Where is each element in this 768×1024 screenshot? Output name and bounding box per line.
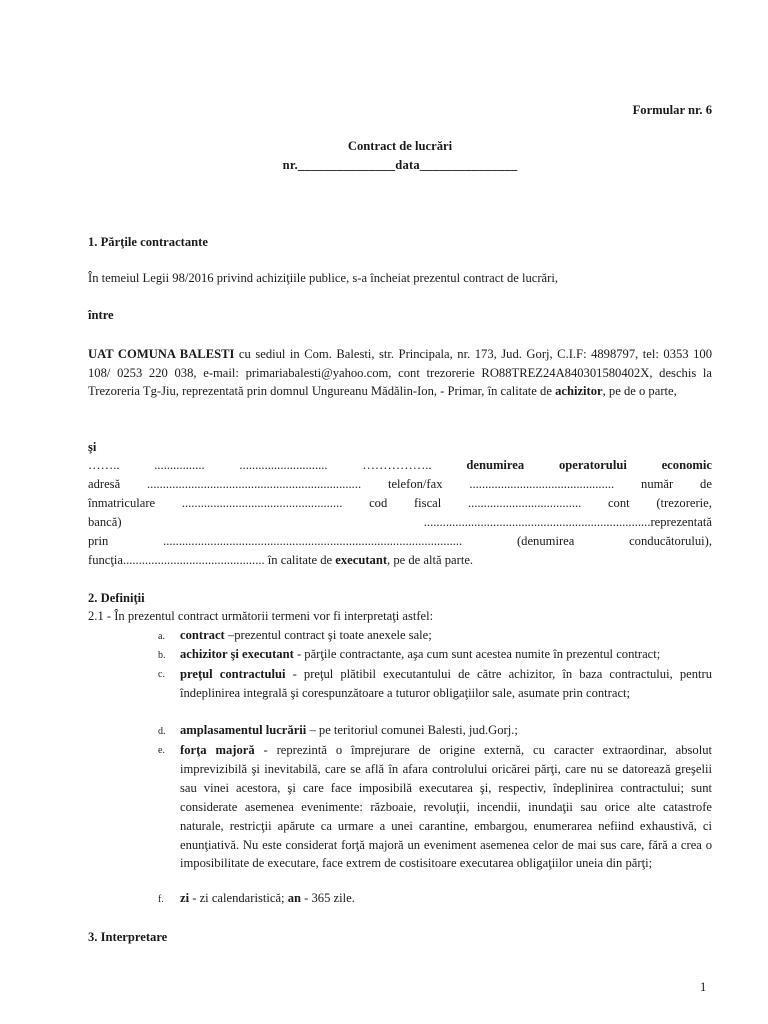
definition-item	[180, 722, 712, 739]
party2-line4	[88, 514, 712, 531]
label-word: adresă	[88, 477, 121, 491]
dots: ...............................................................................................	[163, 534, 463, 548]
definition-term: preţul contractului	[180, 667, 286, 681]
definition-term: an	[287, 891, 302, 905]
label-word: număr	[641, 477, 674, 491]
definition-text: - 365 zile.	[301, 891, 355, 905]
label-word: conducătorului),	[629, 534, 712, 548]
placeholder-word: economic	[661, 458, 712, 472]
label-word: telefon/fax	[387, 477, 443, 491]
party2-line3	[88, 495, 712, 512]
definition-text: – pe teritoriul comunei Balesti, jud.Gorj.;	[306, 723, 518, 737]
section2-heading: 2. Definiţii	[88, 591, 145, 605]
list-marker: d.	[158, 726, 166, 737]
definition-text: - preţul plătibil executantului de către achizitor, în baza contractului, pentru îndeplinirea integrală şi corespunzătoare a tuturor obligaţiilor sale, asumate prin contract;	[180, 667, 712, 700]
dots: ....................................................................	[147, 477, 362, 491]
label-word: înmatriculare	[88, 496, 156, 510]
party1-details: cu sediul in Com. Balesti, str. Principala, nr. 173, Jud. Gorj, C.I.F: 4898797, tel: 0353 100 108/ 0253 220 038, e-mail: primariabalesti@yahoo.com, cont trezorerie RO88TREZ24A840301580402X, deschis la Trezoreria Tg-Jiu, reprezentată prin domnul Ungureanu Mădălin-Ion, - Primar, în calitate de	[88, 347, 712, 398]
dots: ................	[154, 458, 205, 472]
dots: ..............................................	[469, 477, 615, 491]
party2-line1	[88, 457, 712, 474]
party1-paragraph	[88, 345, 712, 401]
party1-name: UAT COMUNA BALESTI	[88, 347, 235, 361]
definition-text: - reprezintă o împrejurare de origine externă, cu caracter extraordinar, absolut imprevizibilă şi inevitabilă, care se află în afara controlului oricărei părţi, care nu se datorează greşelii sau vinei acestora, şi care face imposibilă executarea şi, respectiv, îndeplinirea contractului; sunt considerate asemenea evenimente: războaie, revoluţii, incendii, inundaţii sau orice alte catastrofe naturale, restricţii apărute ca urmare a unei carantine, embargou, enumerarea nefiind exhaustivă, ci enunţiativă. Nu este considerat forţă majoră un eveniment asemenea celor de mai sus care, fără a crea o imposibilitate de executare, face extrem de costisitoare executarea obligaţiilor uneia din părţi;	[180, 743, 712, 871]
section1-heading: 1. Părţile contractante	[88, 235, 208, 249]
contract-title: Contract de lucrări	[347, 139, 453, 153]
definition-term: forţa majoră	[180, 743, 255, 757]
label-word: (trezorerie,	[656, 496, 712, 510]
and-label: şi	[88, 440, 97, 454]
definition-item	[180, 646, 712, 663]
form-number: Formular nr. 6	[632, 103, 712, 117]
list-marker: b.	[158, 650, 166, 661]
label-word: prin	[88, 534, 109, 548]
function-line: funcţia............................................. în calitate de	[88, 553, 336, 567]
definition-text: - părţile contractante, aşa cum sunt acestea numite în prezentul contract;	[293, 647, 661, 661]
definition-term: zi	[180, 891, 190, 905]
party2-line5	[88, 533, 712, 550]
definition-item	[180, 627, 712, 644]
list-marker: f.	[158, 894, 164, 905]
label-word: bancă)	[88, 515, 122, 529]
definition-term: achizitor şi executant	[180, 647, 294, 661]
definition-item	[180, 890, 712, 907]
party1-tail: , pe de o parte,	[602, 384, 677, 398]
section1-intro: În temeiul Legii 98/2016 privind achiziţiile publice, s-a încheiat prezentul contract de lucrări,	[88, 271, 558, 285]
definition-item	[180, 665, 712, 702]
party2-line6	[88, 552, 712, 569]
party2-line2	[88, 476, 712, 493]
definition-item	[180, 741, 712, 873]
party2-tail: , pe de altă parte.	[387, 553, 474, 567]
list-marker: a.	[158, 631, 165, 642]
section3-heading: 3. Interpretare	[88, 930, 168, 944]
definition-term: amplasamentul lucrării	[180, 723, 307, 737]
definition-term: contract	[180, 628, 225, 642]
list-marker: e.	[158, 745, 165, 756]
label-word: cont	[607, 496, 630, 510]
placeholder-word: denumirea	[466, 458, 525, 472]
placeholder-word: operatorului	[558, 458, 627, 472]
section2-intro: 2.1 - În prezentul contract următorii termeni vor fi interpretaţi astfel:	[88, 609, 434, 623]
label-word: (denumirea	[516, 534, 575, 548]
dots: ...................................................	[181, 496, 343, 510]
list-marker: c.	[158, 669, 165, 680]
party2-role: executant	[335, 553, 388, 567]
dots: ............................	[239, 458, 328, 472]
definition-text: - zi calendaristică;	[189, 891, 288, 905]
party1-role: achizitor	[555, 384, 603, 398]
page-number: 1	[700, 980, 707, 994]
between-label: între	[88, 308, 114, 322]
definition-text: –prezentul contract şi toate anexele sale;	[224, 628, 432, 642]
label-word: de	[700, 477, 712, 491]
dots: ........................................................................reprezentată	[423, 515, 712, 529]
dots: ……..	[88, 458, 120, 472]
dots: ……………..	[362, 458, 432, 472]
label-word: cod	[369, 496, 388, 510]
contract-number-line: nr._______________data_______________	[282, 158, 518, 172]
label-word: fiscal	[413, 496, 442, 510]
dots: ....................................	[467, 496, 582, 510]
